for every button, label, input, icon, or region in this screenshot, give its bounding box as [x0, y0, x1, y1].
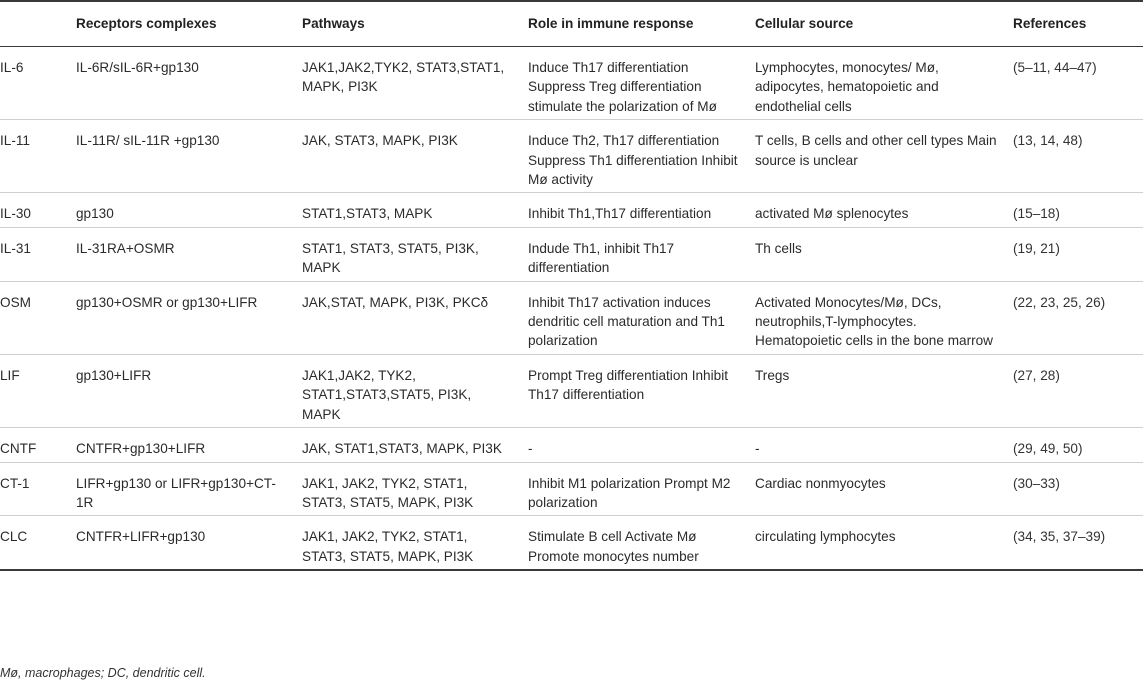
- receptors-cell: CNTFR+LIFR+gp130: [66, 516, 292, 570]
- cytokine-cell: IL-6: [0, 47, 66, 120]
- pathways-cell: JAK, STAT1,STAT3, MAPK, PI3K: [292, 428, 518, 462]
- source-cell: activated Mø splenocytes: [745, 193, 1003, 227]
- cytokine-cell: CT-1: [0, 462, 66, 516]
- source-cell: T cells, B cells and other cell types Main source is unclear: [745, 120, 1003, 193]
- role-cell: Induce Th2, Th17 differentiation Suppress Th1 differentiation Inhibit Mø activity: [518, 120, 745, 193]
- role-cell: Stimulate B cell Activate Mø Promote monocytes number: [518, 516, 745, 570]
- pathways-cell: STAT1, STAT3, STAT5, PI3K, MAPK: [292, 227, 518, 281]
- source-cell: Tregs: [745, 354, 1003, 427]
- receptors-cell: IL-31RA+OSMR: [66, 227, 292, 281]
- role-cell: -: [518, 428, 745, 462]
- table-footnote: Mø, macrophages; DC, dendritic cell.: [0, 666, 206, 680]
- pathways-cell: JAK1,JAK2, TYK2, STAT1,STAT3,STAT5, PI3K, MAPK: [292, 354, 518, 427]
- table-row: [0, 193, 1143, 227]
- receptors-cell: gp130+OSMR or gp130+LIFR: [66, 281, 292, 354]
- pathways-cell: STAT1,STAT3, MAPK: [292, 193, 518, 227]
- receptors-cell: IL-11R/ sIL-11R +gp130: [66, 120, 292, 193]
- references-cell: (30–33): [1003, 462, 1143, 516]
- source-cell: -: [745, 428, 1003, 462]
- pathways-cell: JAK1, JAK2, TYK2, STAT1, STAT3, STAT5, MAPK, PI3K: [292, 516, 518, 570]
- header-pathways: Pathways: [292, 1, 518, 47]
- cytokine-cell: IL-31: [0, 227, 66, 281]
- receptors-cell: gp130: [66, 193, 292, 227]
- references-cell: (5–11, 44–47): [1003, 47, 1143, 120]
- references-cell: (15–18): [1003, 193, 1143, 227]
- header-role: Role in immune response: [518, 1, 745, 47]
- source-cell: Th cells: [745, 227, 1003, 281]
- references-cell: (34, 35, 37–39): [1003, 516, 1143, 570]
- pathways-cell: JAK,STAT, MAPK, PI3K, PKCδ: [292, 281, 518, 354]
- header-row: [0, 1, 1143, 47]
- references-cell: (19, 21): [1003, 227, 1143, 281]
- table-row: [0, 462, 1143, 516]
- table-row: [0, 47, 1143, 120]
- table-row: [0, 120, 1143, 193]
- cytokine-cell: LIF: [0, 354, 66, 427]
- receptors-cell: LIFR+gp130 or LIFR+gp130+CT-1R: [66, 462, 292, 516]
- source-cell: Activated Monocytes/Mø, DCs, neutrophils,T-lymphocytes. Hematopoietic cells in the bone marrow: [745, 281, 1003, 354]
- receptors-cell: CNTFR+gp130+LIFR: [66, 428, 292, 462]
- role-cell: Inhibit Th17 activation induces dendritic cell maturation and Th1 polarization: [518, 281, 745, 354]
- source-cell: Cardiac nonmyocytes: [745, 462, 1003, 516]
- table-row: [0, 281, 1143, 354]
- pathways-cell: JAK, STAT3, MAPK, PI3K: [292, 120, 518, 193]
- source-cell: circulating lymphocytes: [745, 516, 1003, 570]
- cytokine-cell: CLC: [0, 516, 66, 570]
- role-cell: Prompt Treg differentiation Inhibit Th17 differentiation: [518, 354, 745, 427]
- cytokine-cell: IL-30: [0, 193, 66, 227]
- table-row: [0, 516, 1143, 570]
- table-body: [0, 47, 1143, 571]
- receptors-cell: gp130+LIFR: [66, 354, 292, 427]
- role-cell: Induce Th17 differentiation Suppress Treg differentiation stimulate the polarization of Mø: [518, 47, 745, 120]
- references-cell: (22, 23, 25, 26): [1003, 281, 1143, 354]
- pathways-cell: JAK1, JAK2, TYK2, STAT1, STAT3, STAT5, MAPK, PI3K: [292, 462, 518, 516]
- table-header: [0, 1, 1143, 47]
- header-cytokine: [0, 1, 66, 47]
- receptors-cell: IL-6R/sIL-6R+gp130: [66, 47, 292, 120]
- header-references: References: [1003, 1, 1143, 47]
- header-receptors: Receptors complexes: [66, 1, 292, 47]
- table-row: [0, 428, 1143, 462]
- table-row: [0, 354, 1143, 427]
- cytokine-cell: IL-11: [0, 120, 66, 193]
- references-cell: (27, 28): [1003, 354, 1143, 427]
- role-cell: Indude Th1, inhibit Th17 differentiation: [518, 227, 745, 281]
- role-cell: Inhibit M1 polarization Prompt M2 polarization: [518, 462, 745, 516]
- cytokine-cell: OSM: [0, 281, 66, 354]
- role-cell: Inhibit Th1,Th17 differentiation: [518, 193, 745, 227]
- source-cell: Lymphocytes, monocytes/ Mø, adipocytes, hematopoietic and endothelial cells: [745, 47, 1003, 120]
- cytokine-cell: CNTF: [0, 428, 66, 462]
- header-source: Cellular source: [745, 1, 1003, 47]
- references-cell: (13, 14, 48): [1003, 120, 1143, 193]
- references-cell: (29, 49, 50): [1003, 428, 1143, 462]
- table-row: [0, 227, 1143, 281]
- pathways-cell: JAK1,JAK2,TYK2, STAT3,STAT1, MAPK, PI3K: [292, 47, 518, 120]
